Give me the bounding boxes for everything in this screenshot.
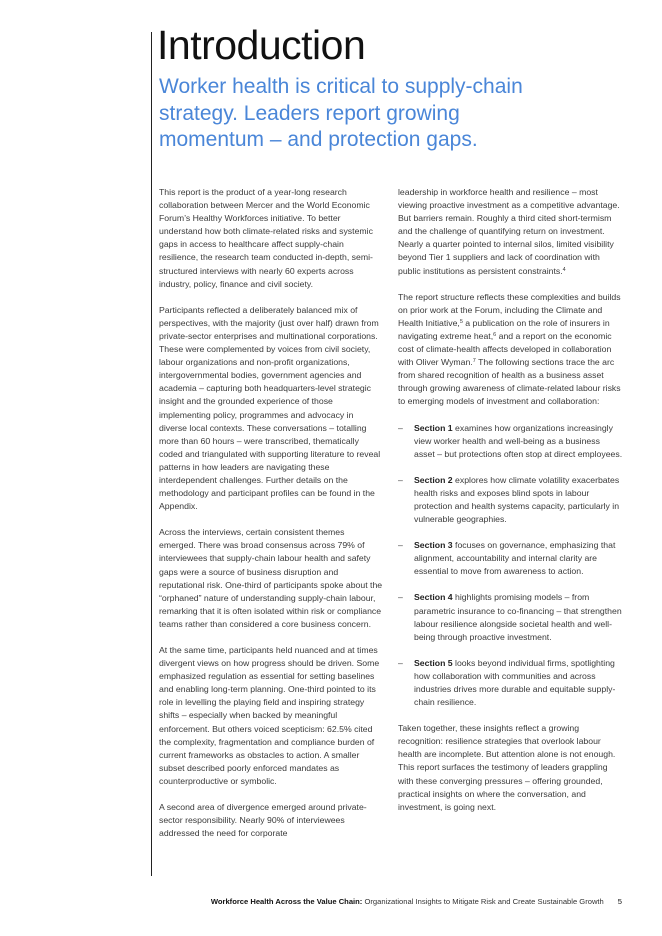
- section-label: Section 4: [414, 592, 453, 603]
- paragraph: At the same time, participants held nuanced and at times divergent views on how progress should be driven. Some emphasized regulation as essential for setting baselines and enabling long-term planning. One-third pointed to its role in levelling the playing field and inspiring strategy shifts – especially when backed by meaningful enforcement. But others voiced scepticism: 62.5% cited the complexity, fragmentation and compliance burden of current frameworks as obstacles to action. A smaller subset described poorly enforced mandates as counterproductive or symbolic.: [159, 645, 380, 786]
- paragraph: [398, 291, 623, 409]
- footnote-ref[interactable]: 6: [493, 331, 497, 338]
- page-subtitle: Worker health is critical to supply-chain strategy. Leaders report growing momentum – and protection gaps.: [159, 75, 523, 151]
- paragraph: Across the interviews, certain consistent themes emerged. There was broad consensus across 79% of interviewees that supply-chain labour health and safety gaps were a source of business disruption and reputational risk. One-third of participants spoke about the “orphaned” nature of understanding supply-chain labour, remarking that it is often isolated within risk or compliance teams rather than considered a core business concern.: [159, 527, 383, 629]
- footer-report-subtitle: Organizational Insights to Mitigate Risk and Create Sustainable Growth: [362, 897, 604, 906]
- footnote-ref[interactable]: 7: [472, 358, 476, 365]
- section-list: [398, 422, 623, 710]
- section-text: examines how organizations increasingly view worker health and well-being as a business asset – but protections often stop at direct employees.: [414, 422, 623, 459]
- paragraph: [398, 186, 623, 278]
- footnote-ref[interactable]: 5: [459, 318, 463, 325]
- paragraph: Taken together, these insights reflect a growing recognition: resilience strategies that overlook labour health are incomplete. But attention alone is not enough. This report surfaces the testimony of leaders grappling with these converging pressures – offering grounded, practical insights on where the conversation, and investment, is going next.: [398, 723, 616, 812]
- section-label: Section 5: [414, 657, 453, 668]
- list-item: [398, 422, 623, 461]
- section-text: focuses on governance, emphasizing that alignment, accountability and internal clarity are essential to move from awareness to action.: [414, 540, 616, 577]
- paragraph-text: and a report on the economic cost of climate-health affects developed in collaboration with Oliver Wyman.: [398, 330, 612, 368]
- dash-bullet: –: [398, 422, 403, 433]
- list-item: [398, 539, 623, 578]
- section-label: Section 2: [414, 474, 453, 485]
- dash-bullet: –: [398, 657, 403, 668]
- paragraph: This report is the product of a year-long research collaboration between Mercer and the World Economic Forum’s Healthy Workforces initiative. To better understand how both climate-related risks and systemic gaps in access to healthcare affect supply-chain resilience, the research team conducted in-depth, semi-structured interviews with nearly 60 experts across industry, policy, finance and civil society.: [159, 187, 373, 289]
- paragraph-text: The report structure reflects these complexities and builds on prior work at the Forum, including the Climate and Health Initiative,: [398, 291, 621, 328]
- list-item: [398, 474, 623, 526]
- list-item: [398, 657, 623, 709]
- page-number: 5: [617, 897, 622, 906]
- list-item: [398, 591, 623, 643]
- footnote-ref[interactable]: 4: [562, 266, 566, 273]
- page-title: Introduction: [157, 22, 366, 68]
- dash-bullet: –: [398, 592, 403, 603]
- dash-bullet: –: [398, 474, 403, 485]
- paragraph-text: The following sections trace the arc from shared recognition of health as a business asset through growing awareness of climate-related labour risks to emerging models of investment and collaboration:: [398, 357, 621, 407]
- left-column: [159, 186, 383, 853]
- section-text: looks beyond individual firms, spotlighting how collaboration with communities and across industries drives more durable and equitable supply-chain resilience.: [414, 657, 616, 708]
- section-label: Section 3: [414, 540, 453, 551]
- margin-rule: [151, 32, 152, 876]
- paragraph-text: a publication on the role of insurers in navigating extreme heat,: [398, 317, 610, 341]
- section-text: highlights promising models – from parametric insurance to co-financing – that strengthen labour resilience alongside societal health and well-being through proactive investment.: [414, 592, 622, 642]
- section-text: explores how climate volatility exacerbates health risks and exposes blind spots in labour protection and health systems capacity, particularly in vulnerable geographies.: [414, 474, 620, 525]
- dash-bullet: –: [398, 540, 403, 551]
- page-footer: [211, 897, 622, 906]
- section-label: Section 1: [414, 422, 453, 433]
- footer-report-title: Workforce Health Across the Value Chain:: [210, 897, 363, 906]
- paragraph: Participants reflected a deliberately balanced mix of perspectives, with the majority (just over half) drawn from private-sector enterprises and multinational corporations. These were complemented by voices from civil society, labour organizations and non-profit organizations, intergovernmental bodies, government agencies and academia – capturing both headquarters-level strategic insight and the grounded experience of those implementing policy, programmes and advocacy in diverse local contexts. These conversations – totalling more than 60 hours – were transcribed, thematically coded and triangulated with supporting literature to reveal patterns in how leaders are navigating these interdependent challenges. Further details on the methodology and participant profiles can be found in the Appendix.: [159, 304, 381, 512]
- paragraph-text: leadership in workforce health and resilience – most viewing proactive investment as a competitive advantage. But barriers remain. Roughly a third cited short-termism and the challenge of quantifying return on investment. Nearly a quarter pointed to internal silos, limited visibility beyond Tier 1 suppliers and lack of coordination with public institutions as persistent constraints.: [398, 187, 620, 276]
- right-column: [398, 186, 623, 827]
- paragraph: A second area of divergence emerged around private-sector responsibility. Nearly 90% of interviewees addressed the need for corporate: [159, 802, 367, 839]
